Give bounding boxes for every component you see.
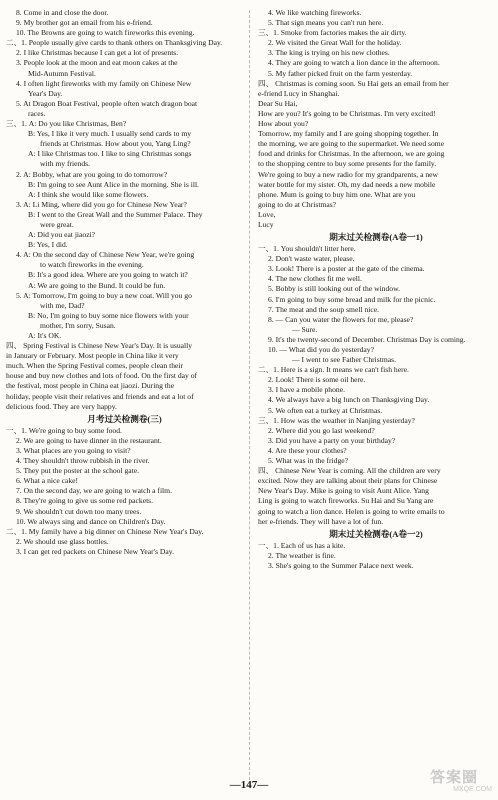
answer-line: water bottle for my sister. Oh, my dad needs a new mobile: [258, 179, 436, 189]
answer-line: 5. A: Tomorrow, I'm going to buy a new coat. Will you go: [16, 290, 192, 300]
answer-line: 2. A: Bobby, what are you going to do tomorrow?: [16, 169, 168, 179]
answer-line: 9. We shouldn't cut down too many trees.: [16, 506, 142, 516]
answer-line: house and buy new clothes and lots of food. On the first day of: [6, 371, 198, 381]
answer-line: B: No, I'm going to buy some nice flowers with your: [28, 310, 189, 320]
answer-line: 5. We often eat a turkey at Christmas.: [268, 405, 383, 415]
answer-line: 4. Are these your clothes?: [268, 445, 347, 455]
answer-line: How are you? It's going to be Christmas. I'm very excited!: [258, 108, 436, 118]
answer-line: 2. I like Christmas because I can get a lot of presents.: [16, 48, 179, 58]
page-number: —147—: [229, 779, 269, 791]
answer-line: 3. People look at the moon and eat moon cakes at the: [16, 58, 178, 68]
answer-line: Mid-Autumn Festival.: [28, 68, 96, 78]
left-column: [6, 8, 243, 557]
watermark-text: 答案圈: [430, 769, 479, 786]
answer-line: 一、1. Each of us has a kite.: [258, 540, 346, 550]
answer-line: much. When the Spring Festival comes, people clean their: [6, 361, 183, 371]
answer-line: her e-friends. They will have a lot of fun.: [258, 516, 384, 526]
answer-line: B: Yes, I did.: [28, 240, 68, 250]
answer-line: 9. My brother got an email from his e-friend.: [16, 18, 153, 28]
answer-line: 2. Where did you go last weekend?: [268, 425, 375, 435]
answer-line: 二、1. Here is a sign. It means we can't fish here.: [258, 365, 409, 375]
answer-line: 一、1. You shouldn't litter here.: [258, 244, 356, 254]
answer-line: 3. I have a mobile phone.: [268, 385, 345, 395]
answer-line: 5. That sign means you can't run here.: [268, 18, 384, 28]
answer-line: 7. On the second day, we are going to watch a film.: [16, 486, 172, 496]
answer-line: holiday, people visit their relatives and friends and eat a lot of: [6, 391, 194, 401]
answer-line: 3. The king is trying on his new clothes.: [268, 48, 390, 58]
answer-line: 4. I often light fireworks with my family on Chinese New: [16, 78, 192, 88]
answer-line: 3. I can get red packets on Chinese New Year's Day.: [16, 546, 174, 556]
answer-line: Ling is going to watch fireworks. Su Hai and Su Yang are: [258, 496, 434, 506]
section-heading: 月考过关检测卷(三): [87, 413, 162, 424]
answer-line: in January or February. Most people in China like it very: [6, 351, 179, 361]
answer-line: 6. I'm going to buy some bread and milk for the picnic.: [268, 294, 436, 304]
answer-line: We're going to buy a new radio for my grandparents, a new: [258, 169, 438, 179]
answer-line: e-friend Lucy in Shanghai.: [258, 88, 340, 98]
answer-line: New Year's Day. Mike is going to visit Aunt Alice. Yang: [258, 486, 429, 496]
answer-line: 3. Did you have a party on your birthday?: [268, 435, 396, 445]
answer-line: B: Yes, I like it very much. I usually send cards to my: [28, 129, 192, 139]
answer-line: 四、 Chinese New Year is coming. All the children are very: [258, 466, 441, 476]
answer-line: 三、1. How was the weather in Nanjing yesterday?: [258, 415, 415, 425]
answer-line: 7. The meat and the soup smell nice.: [268, 304, 379, 314]
answer-line: 5. My father picked fruit on the farm yesterday.: [268, 68, 413, 78]
answer-line: going to do at Christmas?: [258, 199, 337, 209]
answer-line: 2. We should use glass bottles.: [16, 536, 109, 546]
answer-line: — Sure.: [292, 324, 318, 334]
answer-line: B: It's a good idea. Where are you going to watch it?: [28, 270, 188, 280]
right-column: [258, 8, 494, 571]
answer-line: friends at Christmas. How about you, Yang Ling?: [40, 139, 191, 149]
answer-line: Love,: [258, 209, 276, 219]
answer-line: 三、1. A: Do you like Christmas, Ben?: [6, 119, 127, 129]
answer-line: going to watch a lion dance. Helen is going to write emails to: [258, 506, 445, 516]
watermark-url: MXQE.COM: [453, 786, 492, 793]
answer-line: 4. We always have a big lunch on Thanksgiving Day.: [268, 395, 430, 405]
answer-line: 2. We are going to have dinner in the restaurant.: [16, 435, 162, 445]
answer-line: food and drinks for Christmas. In the afternoon, we are going: [258, 149, 445, 159]
answer-line: Year's Day.: [28, 88, 63, 98]
answer-line: 5. At Dragon Boat Festival, people often watch dragon boat: [16, 98, 198, 108]
answer-line: phone. Mum is going to buy him one. What are you: [258, 189, 416, 199]
answer-line: 3. She's going to the Summer Palace next week.: [268, 560, 414, 570]
answer-line: 三、1. Smoke from factories makes the air dirty.: [258, 28, 407, 38]
answer-line: A: I think she would like some flowers.: [28, 189, 149, 199]
answer-line: mother, I'm sorry, Susan.: [40, 320, 116, 330]
answer-line: 10. We always sing and dance on Children's Day.: [16, 516, 166, 526]
answer-line: 4. The new clothes fit me well.: [268, 274, 362, 284]
answer-line: to the shopping centre to buy some presents for the family.: [258, 159, 437, 169]
answer-line: 8. — Can you water the flowers for me, please?: [268, 314, 414, 324]
answer-line: 5. Bobby is still looking out of the window.: [268, 284, 400, 294]
answer-line: 2. Don't waste water, please.: [268, 254, 355, 264]
answer-line: 四、 Spring Festival is Chinese New Year's Day. It is usually: [6, 341, 193, 351]
answer-line: the morning, we are going to the supermarket. We need some: [258, 139, 445, 149]
answer-line: 8. They're going to give us some red packets.: [16, 496, 154, 506]
answer-line: with me, Dad?: [40, 300, 85, 310]
answer-line: B: I went to the Great Wall and the Summer Palace. They: [28, 209, 203, 219]
answer-line: 2. We visited the Great Wall for the holiday.: [268, 38, 402, 48]
answer-line: Tomorrow, my family and I are going shopping together. In: [258, 129, 439, 139]
answer-line: How about you?: [258, 119, 309, 129]
answer-line: 一、1. We're going to buy some food.: [6, 425, 122, 435]
answer-line: 6. What a nice cake!: [16, 476, 79, 486]
answer-line: 二、1. My family have a big dinner on Chinese New Year's Day.: [6, 526, 204, 536]
answer-line: with my friends.: [40, 159, 90, 169]
answer-line: — I went to see Father Christmas.: [292, 355, 396, 365]
answer-line: B: I'm going to see Aunt Alice in the morning. She is ill.: [28, 179, 199, 189]
watermark-logo: [430, 770, 492, 796]
answer-line: races.: [28, 108, 46, 118]
answer-line: 10. — What did you do yesterday?: [268, 345, 374, 354]
answer-line: 9. It's the twenty-second of December. Christmas Day is coming.: [268, 334, 466, 344]
answer-line: 8. Come in and close the door.: [16, 8, 109, 17]
answer-line: 3. Look! There is a poster at the gate of the cinema.: [268, 264, 425, 274]
answer-line: A: It's OK.: [28, 331, 62, 340]
answer-line: 5. What was in the fridge?: [268, 456, 348, 466]
answer-line: A: I like Christmas too. I like to sing Christmas songs: [28, 149, 192, 159]
answer-line: 2. Look! There is some oil here.: [268, 375, 366, 385]
answer-line: were great.: [40, 219, 74, 229]
answer-line: 4. They shouldn't throw rubbish in the river.: [16, 456, 150, 466]
answer-line: 4. We like watching fireworks.: [268, 8, 362, 17]
section-heading: 期末过关检测卷(A卷一1): [329, 232, 423, 243]
answer-line: Dear Su Hai,: [258, 98, 298, 108]
answer-line: 3. What places are you going to visit?: [16, 445, 131, 455]
answer-line: 3. A: Li Ming, where did you go for Chinese New Year?: [16, 199, 187, 209]
answer-line: 二、1. People usually give cards to thank others on Thanksgiving Day.: [6, 38, 223, 48]
answer-line: excited. Now they are talking about their plans for Chinese: [258, 476, 438, 486]
answer-line: Lucy: [258, 219, 274, 229]
section-heading: 期末过关检测卷(A卷一2): [329, 528, 423, 539]
answer-line: 四、 Christmas is coming soon. Su Hai gets an email from her: [258, 78, 449, 88]
answer-line: delicious food. They are very happy.: [6, 401, 117, 411]
answer-line: the festival, most people in China eat jiaozi. During the: [6, 381, 175, 391]
answer-line: 4. A: On the second day of Chinese New Year, we're going: [16, 250, 195, 260]
answer-line: A: We are going to the Bund. It could be fun.: [28, 280, 166, 290]
answer-line: 4. They are going to watch a lion dance in the afternoon.: [268, 58, 440, 68]
answer-line: 5. They put the poster at the school gate.: [16, 466, 140, 476]
column-divider: [249, 10, 250, 780]
answer-line: A: Did you eat jiaozi?: [28, 230, 96, 240]
answer-line: 10. The Browns are going to watch fireworks this evening.: [16, 28, 195, 38]
answer-line: 2. The weather is fine.: [268, 550, 336, 560]
answer-line: to watch fireworks in the evening.: [40, 260, 144, 270]
